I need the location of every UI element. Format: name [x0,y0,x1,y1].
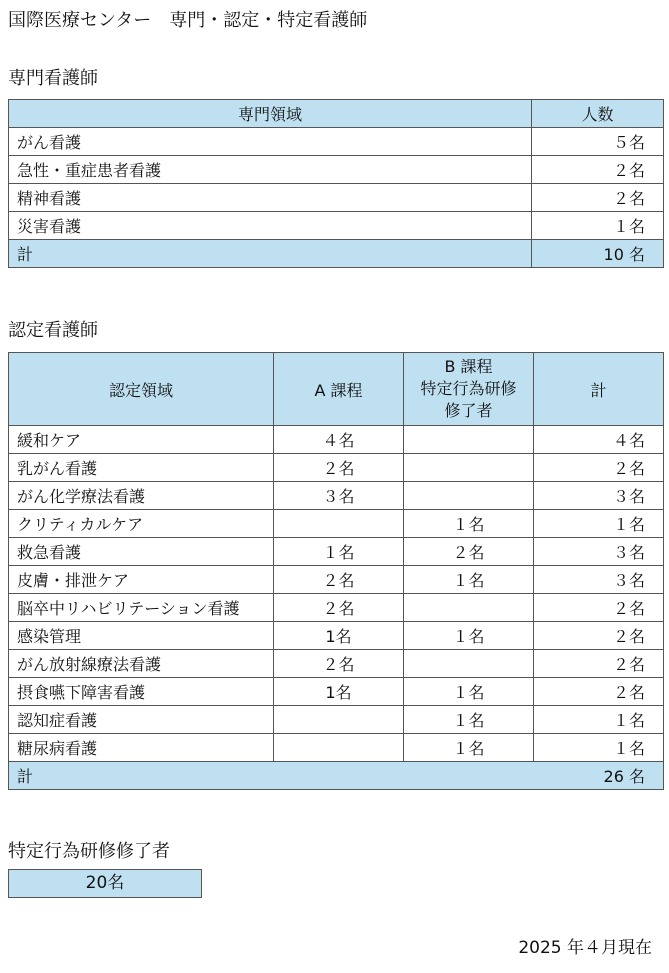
field-cell: 急性・重症患者看護 [9,156,532,184]
table-row [9,678,664,706]
b-course-cell: ２名 [404,538,534,566]
table-row [9,594,664,622]
total-cell: ２名 [534,650,664,678]
field-cell: 精神看護 [9,184,532,212]
total-cell: １名 [534,734,664,762]
b-course-cell [404,454,534,482]
b-course-cell [404,594,534,622]
table-row [9,212,664,240]
certified-table [8,352,664,790]
field-cell: 認知症看護 [9,706,274,734]
field-cell: 感染管理 [9,622,274,650]
field-cell: 救急看護 [9,538,274,566]
a-course-cell: ３名 [274,482,404,510]
b-course-cell: １名 [404,622,534,650]
b-course-cell: １名 [404,706,534,734]
total-cell: ２名 [534,678,664,706]
table-row [9,156,664,184]
table-row [9,622,664,650]
a-course-cell [274,734,404,762]
specialist-table [8,99,664,268]
column-header: 専門領域 [9,100,532,128]
a-course-cell [274,510,404,538]
a-course-cell: １名 [274,538,404,566]
table-row [9,734,664,762]
table-row [9,454,664,482]
field-cell: 乳がん看護 [9,454,274,482]
table-row [9,482,664,510]
a-course-cell: 1名 [274,678,404,706]
field-cell: 摂食嚥下障害看護 [9,678,274,706]
b-course-cell: １名 [404,678,534,706]
table-row [9,706,664,734]
a-course-cell: ２名 [274,566,404,594]
total-cell: ２名 [534,594,664,622]
field-cell: クリティカルケア [9,510,274,538]
total-count: 26 名 [534,762,664,790]
total-label: 計 [9,762,534,790]
table-row [9,128,664,156]
total-cell: ４名 [534,426,664,454]
specified-heading: 特定行為研修修了者 [8,841,170,862]
b-course-cell: １名 [404,734,534,762]
specified-count-box: 20名 [8,869,202,898]
b-course-cell: １名 [404,566,534,594]
a-course-cell: ４名 [274,426,404,454]
total-row [9,762,664,790]
total-cell: ２名 [534,454,664,482]
table-row [9,510,664,538]
total-cell: １名 [534,510,664,538]
count-cell: ２名 [532,184,664,212]
b-course-cell: １名 [404,510,534,538]
column-header: 人数 [532,100,664,128]
table-header-row [9,353,664,426]
total-cell: １名 [534,706,664,734]
column-header: B 課程 特定行為研修 修了者 [404,353,534,426]
field-cell: 緩和ケア [9,426,274,454]
a-course-cell: ２名 [274,650,404,678]
column-header: 認定領域 [9,353,274,426]
a-course-cell: 1名 [274,622,404,650]
specialist-heading: 専門看護師 [8,68,98,89]
a-course-cell: ２名 [274,454,404,482]
a-course-cell: ２名 [274,594,404,622]
count-cell: １名 [532,212,664,240]
field-cell: 糖尿病看護 [9,734,274,762]
field-cell: 皮膚・排泄ケア [9,566,274,594]
field-cell: がん看護 [9,128,532,156]
field-cell: 脳卒中リハビリテーション看護 [9,594,274,622]
b-course-cell [404,482,534,510]
total-cell: ３名 [534,566,664,594]
field-cell: 災害看護 [9,212,532,240]
column-header: 計 [534,353,664,426]
column-header: A 課程 [274,353,404,426]
table-row [9,650,664,678]
count-cell: ５名 [532,128,664,156]
count-cell: ２名 [532,156,664,184]
table-row [9,184,664,212]
total-cell: ３名 [534,538,664,566]
certified-heading: 認定看護師 [8,320,98,341]
total-cell: ３名 [534,482,664,510]
b-course-cell [404,650,534,678]
total-label: 計 [9,240,532,268]
as-of-date: 2025 年４月現在 [518,938,652,958]
a-course-cell [274,706,404,734]
page-title: 国際医療センター 専門・認定・特定看護師 [8,10,368,31]
table-row [9,538,664,566]
field-cell: がん化学療法看護 [9,482,274,510]
total-count: 10 名 [532,240,664,268]
total-row [9,240,664,268]
b-course-cell [404,426,534,454]
table-row [9,426,664,454]
total-cell: ２名 [534,622,664,650]
field-cell: がん放射線療法看護 [9,650,274,678]
table-header-row [9,100,664,128]
table-row [9,566,664,594]
